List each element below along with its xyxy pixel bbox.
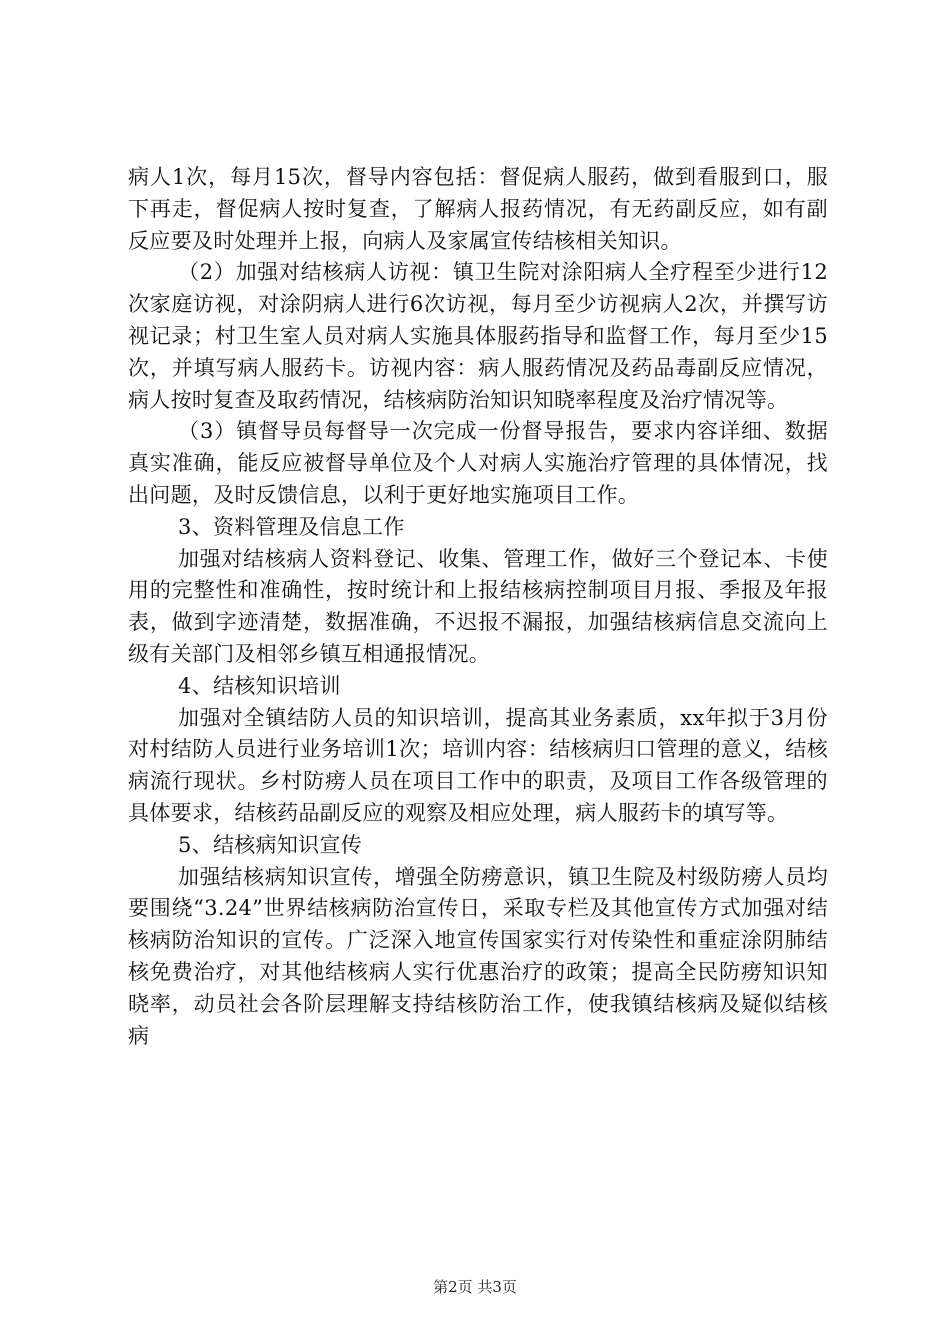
section-heading-4: 4、结核知识培训 <box>178 673 341 698</box>
section-heading-5: 5、结核病知识宣传 <box>178 832 363 857</box>
paragraph-4: 加强对结核病人资料登记、收集、管理工作，做好三个登记本、卡使用的完整性和准确性，按时统计和上报结核病控制项目月报、季报及年报表，做到字迹清楚，数据准确，不迟报不漏报，加强结核病信息交流向上级有关部门及相邻乡镇互相通报情况。 <box>128 546 828 666</box>
paragraph-3: （3）镇督导员每督导一次完成一份督导报告，要求内容详细、数据真实准确，能反应被督导单位及个人对病人实施治疗管理的具体情况，找出问题，及时反馈信息，以利于更好地实施项目工作。 <box>128 419 828 507</box>
paragraph-5: 加强对全镇结防人员的知识培训，提高其业务素质，xx年拟于3月份对村结防人员进行业务培训1次；培训内容：结核病归口管理的意义，结核病流行现状。乡村防痨人员在项目工作中的职责，及项目工作各级管理的具体要求，结核药品副反应的观察及相应处理，病人服药卡的填写等。 <box>128 705 828 825</box>
paragraph-1: 病人1次，每月15次，督导内容包括：督促病人服药，做到看服到口，服下再走，督促病人按时复查，了解病人报药情况，有无药副反应，如有副反应要及时处理并上报，向病人及家属宣传结核相关知识。 <box>128 165 828 253</box>
paragraph-2: （2）加强对结核病人访视：镇卫生院对涂阳病人全疗程至少进行12次家庭访视，对涂阴病人进行6次访视，每月至少访视病人2次，并撰写访视记录；村卫生室人员对病人实施具体服药指导和监督工作，每月至少15次，并填写病人服药卡。访视内容：病人服药情况及药品毒副反应情况，病人按时复查及取药情况，结核病防治知识知晓率程度及治疗情况等。 <box>128 260 828 412</box>
document-body <box>128 162 828 1052</box>
page-footer: 第2页 共3页 <box>433 1278 517 1296</box>
section-heading-3: 3、资料管理及信息工作 <box>178 514 405 539</box>
paragraph-6: 加强结核病知识宣传，增强全防痨意识，镇卫生院及村级防痨人员均要围绕“3.24”世界结核病防治宣传日，采取专栏及其他宣传方式加强对结核病防治知识的宣传。广泛深入地宣传国家实行对传染性和重症涂阴肺结核免费治疗，对其他结核病人实行优惠治疗的政策；提高全民防痨知识知晓率，动员社会各阶层理解支持结核防治工作，使我镇结核病及疑似结核病 <box>128 864 828 1048</box>
